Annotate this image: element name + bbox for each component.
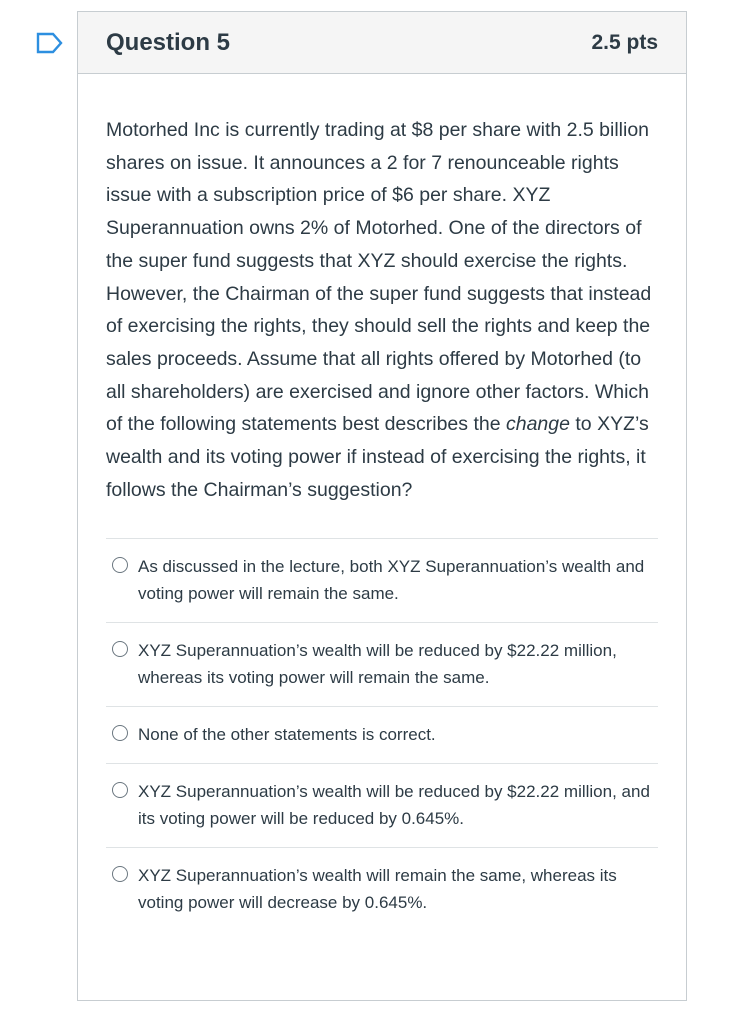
question-title: Question 5 bbox=[106, 28, 231, 56]
answer-label: XYZ Superannuation’s wealth will be reduced by $22.22 million, and its voting power will be reduced by 0.645%. bbox=[138, 782, 650, 829]
answer-label: As discussed in the lecture, both XYZ Superannuation’s wealth and voting power will remain the same. bbox=[138, 557, 645, 604]
question-header bbox=[78, 12, 686, 74]
answer-label: None of the other statements is correct. bbox=[138, 725, 436, 745]
question-text bbox=[106, 114, 658, 506]
radio-icon[interactable] bbox=[112, 866, 128, 882]
answer-option-5[interactable] bbox=[106, 848, 658, 931]
question-points: 2.5 pts bbox=[591, 30, 658, 54]
flag-question-icon[interactable] bbox=[36, 31, 64, 55]
answer-option-3[interactable] bbox=[106, 707, 658, 764]
answer-list bbox=[106, 538, 658, 931]
question-card bbox=[77, 11, 687, 1001]
radio-icon[interactable] bbox=[112, 557, 128, 573]
radio-icon[interactable] bbox=[112, 782, 128, 798]
question-text-part1: Motorhed Inc is currently trading at $8 per share with 2.5 billion shares on issue. It announces a 2 for 7 renounceable rights issue with a subscription price of $6 per share. XYZ Superannuation owns 2% of Motorhed. One of the directors of the super fund suggests that XYZ should exercise the rights. However, the Chairman of the super fund suggests that instead of exercising the rights, they should sell the rights and keep the sales proceeds. Assume that all rights offered by Motorhed (to all shareholders) are exercised and ignore other factors. Which of the following statements best describes the bbox=[106, 119, 652, 436]
answer-label: XYZ Superannuation’s wealth will remain the same, whereas its voting power will decrease by 0.645%. bbox=[138, 866, 617, 913]
radio-icon[interactable] bbox=[112, 725, 128, 741]
answer-option-4[interactable] bbox=[106, 764, 658, 848]
question-body bbox=[78, 74, 686, 931]
answer-option-1[interactable] bbox=[106, 539, 658, 623]
answer-option-2[interactable] bbox=[106, 623, 658, 707]
radio-icon[interactable] bbox=[112, 641, 128, 657]
question-text-emphasis: change bbox=[505, 413, 570, 436]
answer-label: XYZ Superannuation’s wealth will be reduced by $22.22 million, whereas its voting power will remain the same. bbox=[138, 641, 617, 688]
question-text-part2: to XYZ’s wealth and its voting power if instead of exercising the rights, it follows the Chairman’s suggestion? bbox=[106, 413, 649, 501]
